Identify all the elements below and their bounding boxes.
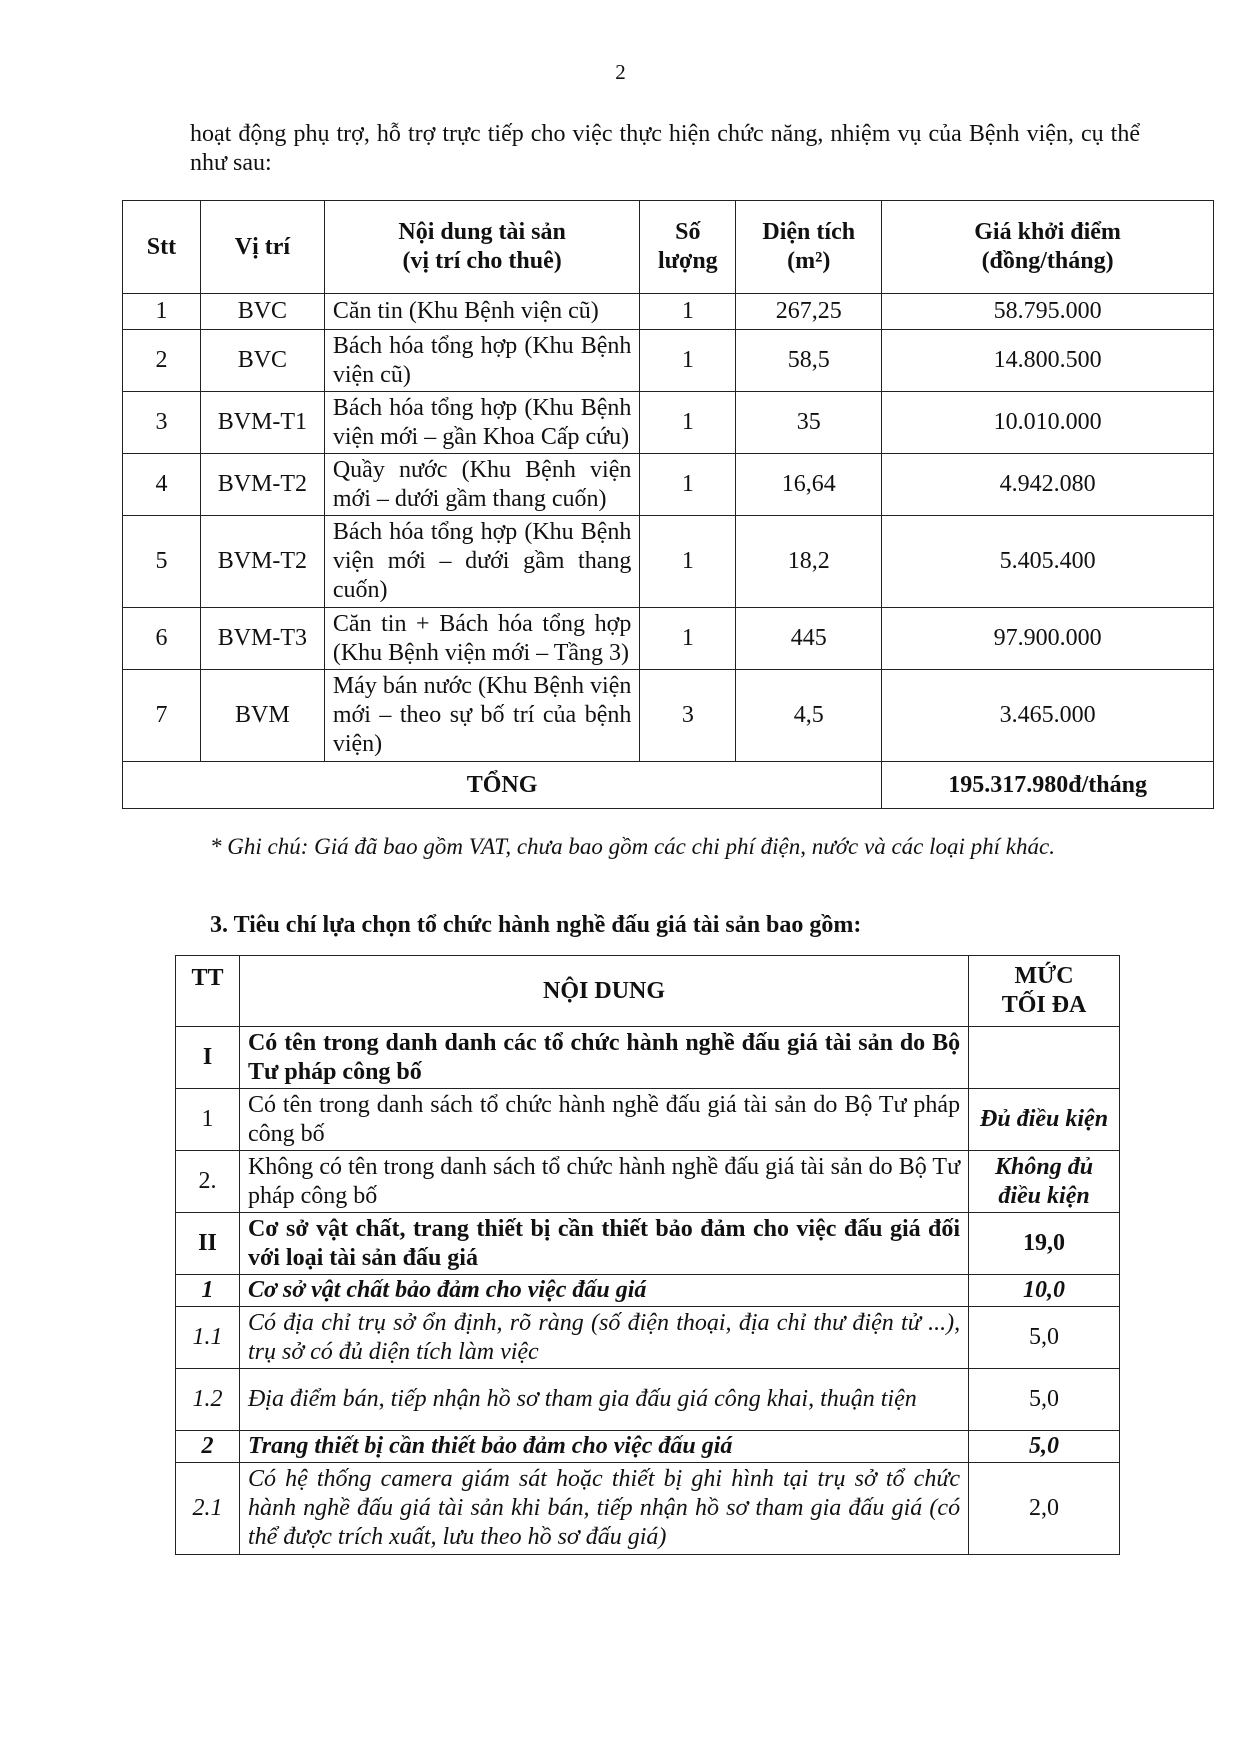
table-row [176, 1307, 1120, 1369]
cell-price: 3.465.000 [882, 670, 1214, 762]
cell-tt: 1.2 [176, 1369, 240, 1431]
intro-paragraph: hoạt động phụ trợ, hỗ trợ trực tiếp cho việc thực hiện chức năng, nhiệm vụ của Bệnh viện, cụ thể như sau: [190, 121, 1140, 176]
cell-location: BVM-T3 [200, 608, 324, 670]
table-row [176, 1275, 1120, 1307]
table-row [176, 1463, 1120, 1555]
cell-tt: 1 [176, 1089, 240, 1151]
cell-content: Cơ sở vật chất, trang thiết bị cần thiết bảo đảm cho việc đấu giá đối với loại tài sản đấu giá [239, 1213, 968, 1275]
cell-quantity: 1 [640, 392, 736, 454]
cell-tt: 2. [176, 1151, 240, 1213]
table-row [123, 392, 1214, 454]
section-3-heading: 3. Tiêu chí lựa chọn tổ chức hành nghề đấu giá tài sản bao gồm: [210, 912, 862, 938]
cell-stt: 7 [123, 670, 201, 762]
cell-stt: 3 [123, 392, 201, 454]
cell-max [969, 1027, 1120, 1089]
header-stt: Stt [123, 201, 201, 294]
cell-content: Bách hóa tổng hợp (Khu Bệnh viện mới – gần Khoa Cấp cứu) [324, 392, 640, 454]
cell-area: 16,64 [736, 454, 882, 516]
cell-max: 2,0 [969, 1463, 1120, 1555]
criteria-table [175, 955, 1120, 1555]
cell-location: BVM-T2 [200, 454, 324, 516]
cell-content: Trang thiết bị cần thiết bảo đảm cho việc đấu giá [239, 1431, 968, 1463]
cell-max: 5,0 [969, 1431, 1120, 1463]
cell-content: Quầy nước (Khu Bệnh viện mới – dưới gầm thang cuốn) [324, 454, 640, 516]
cell-price: 14.800.500 [882, 330, 1214, 392]
cell-max: 5,0 [969, 1307, 1120, 1369]
cell-location: BVM-T2 [200, 516, 324, 608]
table-row [123, 516, 1214, 608]
cell-max: 10,0 [969, 1275, 1120, 1307]
table-row [123, 330, 1214, 392]
header-location: Vị trí [200, 201, 324, 294]
cell-stt: 4 [123, 454, 201, 516]
cell-area: 35 [736, 392, 882, 454]
cell-content: Có địa chỉ trụ sở ổn định, rõ ràng (số điện thoại, địa chỉ thư điện tử ...), trụ sở có đủ diện tích làm việc [239, 1307, 968, 1369]
cell-content: Bách hóa tổng hợp (Khu Bệnh viện mới – dưới gầm thang cuốn) [324, 516, 640, 608]
asset-table [122, 200, 1214, 809]
cell-content: Có hệ thống camera giám sát hoặc thiết bị ghi hình tại trụ sở tổ chức hành nghề đấu giá tài sản khi bán, tiếp nhận hồ sơ tham gia đấu giá (có thể được trích xuất, lưu theo hồ sơ đấu giá) [239, 1463, 968, 1555]
cell-tt: 1.1 [176, 1307, 240, 1369]
price-note: * Ghi chú: Giá đã bao gồm VAT, chưa bao gồm các chi phí điện, nước và các loại phí khác. [210, 834, 1055, 859]
cell-stt: 1 [123, 294, 201, 330]
cell-area: 445 [736, 608, 882, 670]
cell-tt: 1 [176, 1275, 240, 1307]
cell-tt: 2 [176, 1431, 240, 1463]
cell-quantity: 3 [640, 670, 736, 762]
cell-quantity: 1 [640, 294, 736, 330]
table-row [176, 1089, 1120, 1151]
header-content: Nội dung tài sản (vị trí cho thuê) [324, 201, 640, 294]
cell-content: Căn tin + Bách hóa tổng hợp (Khu Bệnh viện mới – Tầng 3) [324, 608, 640, 670]
cell-location: BVM [200, 670, 324, 762]
cell-quantity: 1 [640, 608, 736, 670]
header-area: Diện tích (m²) [736, 201, 882, 294]
cell-area: 18,2 [736, 516, 882, 608]
cell-price: 4.942.080 [882, 454, 1214, 516]
cell-location: BVC [200, 330, 324, 392]
header-tt: TT [176, 956, 240, 1027]
table-row [123, 608, 1214, 670]
page-number: 2 [615, 60, 626, 84]
cell-tt: 2.1 [176, 1463, 240, 1555]
cell-content: Căn tin (Khu Bệnh viện cũ) [324, 294, 640, 330]
asset-table-header [123, 201, 1214, 294]
table-row [123, 670, 1214, 762]
table-row [176, 1213, 1120, 1275]
cell-tt: II [176, 1213, 240, 1275]
cell-location: BVM-T1 [200, 392, 324, 454]
cell-stt: 5 [123, 516, 201, 608]
cell-content: Có tên trong danh sách tổ chức hành nghề đấu giá tài sản do Bộ Tư pháp công bố [239, 1089, 968, 1151]
header-content: NỘI DUNG [239, 956, 968, 1027]
table-row [176, 1369, 1120, 1431]
cell-price: 5.405.400 [882, 516, 1214, 608]
table-row [176, 1431, 1120, 1463]
cell-price: 10.010.000 [882, 392, 1214, 454]
cell-content: Bách hóa tổng hợp (Khu Bệnh viện cũ) [324, 330, 640, 392]
cell-area: 267,25 [736, 294, 882, 330]
table-row [176, 1027, 1120, 1089]
cell-max: Không đủ điều kiện [969, 1151, 1120, 1213]
header-max: MỨC TỐI ĐA [969, 956, 1120, 1027]
cell-area: 58,5 [736, 330, 882, 392]
cell-max: 5,0 [969, 1369, 1120, 1431]
table-row [176, 1151, 1120, 1213]
cell-quantity: 1 [640, 516, 736, 608]
cell-content: Có tên trong danh danh các tổ chức hành nghề đấu giá tài sản do Bộ Tư pháp công bố [239, 1027, 968, 1089]
cell-quantity: 1 [640, 330, 736, 392]
table-row [123, 454, 1214, 516]
cell-max: 19,0 [969, 1213, 1120, 1275]
cell-quantity: 1 [640, 454, 736, 516]
cell-stt: 6 [123, 608, 201, 670]
cell-content: Cơ sở vật chất bảo đảm cho việc đấu giá [239, 1275, 968, 1307]
criteria-table-header [176, 956, 1120, 1027]
cell-price: 58.795.000 [882, 294, 1214, 330]
cell-content: Máy bán nước (Khu Bệnh viện mới – theo sự bố trí của bệnh viện) [324, 670, 640, 762]
total-row [123, 762, 1214, 809]
header-quantity: Số lượng [640, 201, 736, 294]
header-price: Giá khởi điểm (đồng/tháng) [882, 201, 1214, 294]
cell-content: Địa điểm bán, tiếp nhận hồ sơ tham gia đấu giá công khai, thuận tiện [239, 1369, 968, 1431]
cell-location: BVC [200, 294, 324, 330]
cell-area: 4,5 [736, 670, 882, 762]
cell-content: Không có tên trong danh sách tổ chức hành nghề đấu giá tài sản do Bộ Tư pháp công bố [239, 1151, 968, 1213]
table-row [123, 294, 1214, 330]
cell-tt: I [176, 1027, 240, 1089]
cell-stt: 2 [123, 330, 201, 392]
total-value: 195.317.980đ/tháng [882, 762, 1214, 809]
total-label: TỔNG [123, 762, 882, 809]
cell-max: Đủ điều kiện [969, 1089, 1120, 1151]
cell-price: 97.900.000 [882, 608, 1214, 670]
